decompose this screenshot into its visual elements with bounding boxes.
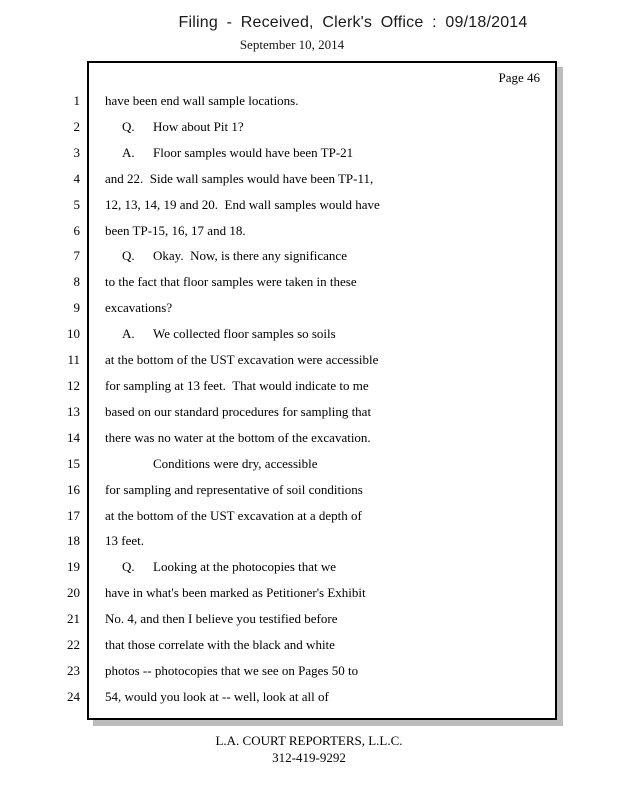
transcript-line (60, 114, 560, 140)
line-text-container (105, 218, 246, 244)
transcript-line (60, 399, 560, 425)
transcript-line (60, 425, 560, 451)
line-number: 12 (67, 377, 80, 393)
line-text-container (105, 399, 371, 425)
line-text-container (105, 166, 373, 192)
line-number: 15 (67, 455, 80, 471)
line-text-container (105, 451, 318, 477)
line-text-container (105, 140, 353, 166)
transcript-line (60, 243, 560, 269)
line-number: 14 (67, 429, 80, 445)
line-text: Looking at the photocopies that we (153, 559, 337, 575)
line-number: 3 (73, 144, 80, 160)
line-text: Okay. Now, is there any significance (153, 248, 347, 264)
line-text: Conditions were dry, accessible (153, 455, 318, 471)
qa-marker: Q. (122, 118, 135, 134)
line-number: 22 (67, 637, 80, 653)
line-text: No. 4, and then I believe you testified before (105, 611, 338, 627)
line-text: excavations? (105, 300, 173, 316)
line-number: 5 (73, 196, 80, 212)
line-number: 24 (67, 688, 80, 704)
line-text: have been end wall sample locations. (105, 93, 299, 108)
transcript-line (60, 218, 560, 244)
transcript-lines (60, 88, 560, 710)
transcript-line (60, 373, 560, 399)
header-date: September 10, 2014 (239, 37, 345, 52)
line-number: 6 (73, 222, 80, 238)
line-text: have in what's been marked as Petitioner's Exhibit (105, 585, 366, 601)
line-number: 13 (67, 403, 80, 419)
line-number: 8 (73, 274, 80, 290)
qa-marker: Q. (122, 248, 135, 264)
transcript-line (60, 554, 560, 580)
transcript-line (60, 658, 560, 684)
line-text: 12, 13, 14, 19 and 20. End wall samples would have (105, 196, 380, 212)
transcript-line (60, 451, 560, 477)
line-text-container (105, 658, 358, 684)
footer-phone: 312-419-9292 (272, 749, 346, 765)
transcript-line (60, 166, 560, 192)
filing-header: Filing - Received, Clerk's Office : 09/18/2014 (178, 14, 528, 31)
line-text-container (105, 347, 378, 373)
transcript-line (60, 269, 560, 295)
line-text-container (105, 425, 371, 451)
line-text: We collected floor samples so soils (153, 326, 336, 342)
transcript-line (60, 295, 560, 321)
line-text-container (105, 243, 347, 269)
footer-company: L.A. COURT REPORTERS, L.L.C. (215, 733, 403, 748)
line-number: 9 (73, 300, 80, 316)
line-text: based on our standard procedures for sampling that (105, 403, 372, 419)
line-text: at the bottom of the UST excavation at a depth of (105, 507, 362, 523)
line-text-container (105, 321, 336, 347)
line-text-container (105, 295, 172, 321)
line-number: 16 (67, 481, 80, 497)
line-number: 19 (67, 559, 80, 575)
line-text-container (105, 114, 244, 140)
transcript-line (60, 140, 560, 166)
line-text: How about Pit 1? (153, 118, 244, 134)
line-number: 10 (67, 326, 80, 342)
line-number: 21 (67, 611, 80, 627)
line-number: 11 (67, 352, 80, 368)
line-text-container (105, 684, 329, 710)
line-text-container (105, 269, 357, 295)
line-text-container (105, 632, 335, 658)
transcript-line (60, 632, 560, 658)
line-number: 18 (67, 533, 80, 549)
line-number: 7 (73, 248, 80, 264)
line-number: 2 (73, 118, 80, 134)
line-text: there was no water at the bottom of the excavation. (105, 429, 371, 445)
line-text-container (105, 580, 366, 606)
line-text-container (105, 606, 337, 632)
line-text-container (105, 503, 362, 529)
line-text: for sampling and representative of soil conditions (105, 481, 363, 497)
line-text: that those correlate with the black and white (105, 637, 335, 653)
line-text-container (105, 192, 380, 218)
transcript-line (60, 606, 560, 632)
line-text-container (105, 528, 144, 554)
line-text: Floor samples would have been TP-21 (153, 144, 354, 160)
line-number: 4 (73, 170, 80, 186)
transcript-line (60, 503, 560, 529)
transcript-line (60, 477, 560, 503)
line-text: been TP-15, 16, 17 and 18. (105, 222, 246, 238)
line-text-container (105, 477, 363, 503)
footer (0, 733, 618, 766)
line-number: 1 (73, 93, 80, 108)
line-text-container (105, 554, 336, 580)
line-text: to the fact that floor samples were taken in these (105, 274, 357, 290)
line-text-container (105, 373, 369, 399)
transcript-line (60, 528, 560, 554)
transcript-line (60, 580, 560, 606)
transcript-line (60, 192, 560, 218)
line-number: 17 (67, 507, 80, 523)
line-text: 54, would you look at -- well, look at all of (105, 688, 329, 704)
page-number-label: Page 46 (498, 70, 540, 85)
transcript-line (60, 321, 560, 347)
line-text: for sampling at 13 feet. That would indicate to me (105, 377, 369, 393)
transcript-line (60, 684, 560, 710)
qa-marker: Q. (122, 559, 135, 575)
line-text-container (105, 88, 299, 114)
qa-marker: A. (122, 326, 135, 342)
qa-marker: A. (122, 144, 135, 160)
line-number: 23 (67, 662, 80, 678)
line-text: 13 feet. (105, 533, 144, 549)
line-text: photos -- photocopies that we see on Pages 50 to (105, 662, 359, 678)
line-number: 20 (67, 585, 80, 601)
line-text: and 22. Side wall samples would have been TP-11, (105, 170, 374, 186)
transcript-line (60, 88, 560, 114)
line-text: at the bottom of the UST excavation were accessible (105, 352, 379, 368)
transcript-line (60, 347, 560, 373)
